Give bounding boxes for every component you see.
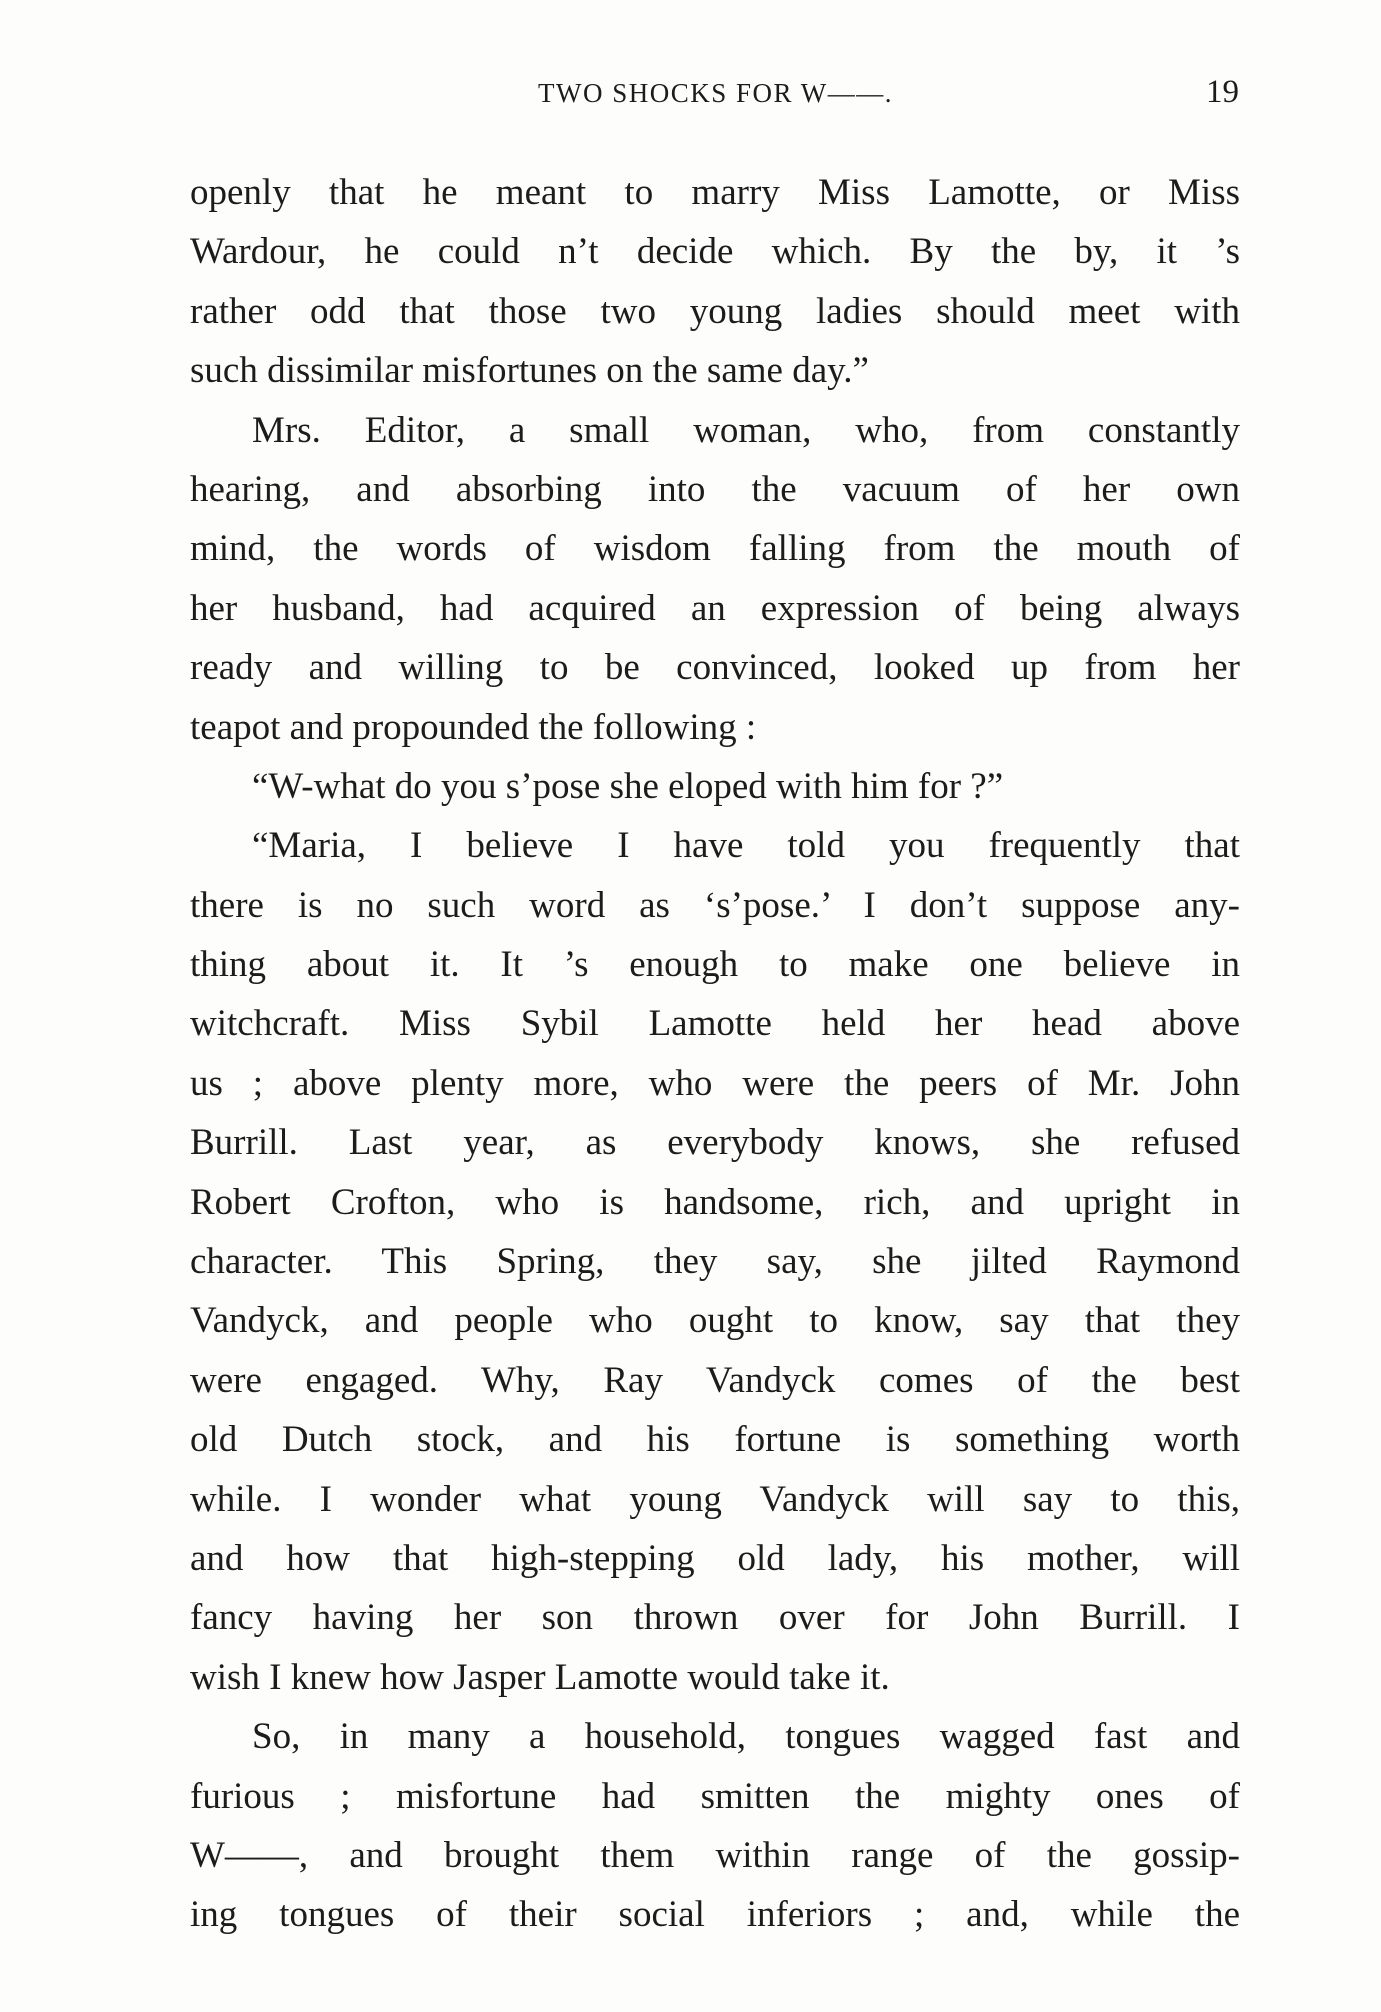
text-line: hearing, and absorbing into the vacuum of her own — [190, 468, 1240, 510]
running-head — [190, 74, 1241, 118]
text-line: old Dutch stock, and his fortune is something worth — [190, 1419, 1240, 1461]
text-line: witchcraft. Miss Sybil Lamotte held her head above — [190, 1003, 1240, 1045]
body-text — [190, 163, 1240, 1945]
text-line: fancy having her son thrown over for John Burrill. I — [190, 1597, 1240, 1639]
page-number: 19 — [1206, 74, 1239, 110]
text-line: and how that high-stepping old lady, his mother, will — [190, 1537, 1240, 1579]
text-line: thing about it. It ’s enough to make one believe in — [190, 944, 1240, 986]
text-line: Mrs. Editor, a small woman, who, from constantly — [252, 409, 1240, 451]
text-line: “Maria, I believe I have told you frequently that — [252, 825, 1240, 867]
text-line: wish I knew how Jasper Lamotte would take it. — [190, 1656, 890, 1698]
text-line: furious ; misfortune had smitten the mighty ones of — [190, 1775, 1240, 1817]
text-line: Burrill. Last year, as everybody knows, she refused — [190, 1122, 1240, 1164]
text-line: Vandyck, and people who ought to know, say that they — [190, 1300, 1240, 1342]
text-line: ing tongues of their social inferiors ; and, while the — [190, 1894, 1240, 1936]
text-line: rather odd that those two young ladies should meet with — [190, 290, 1240, 332]
text-line: “W-what do you s’pose she eloped with him for ?” — [252, 765, 1004, 807]
running-title: TWO SHOCKS FOR W——. — [537, 78, 894, 108]
text-line: us ; above plenty more, who were the peers of Mr. John — [190, 1062, 1240, 1104]
text-line: were engaged. Why, Ray Vandyck comes of the best — [190, 1359, 1240, 1401]
text-line: there is no such word as ‘s’pose.’ I don’t suppose any- — [190, 884, 1240, 926]
text-line: mind, the words of wisdom falling from the mouth of — [190, 528, 1240, 570]
text-line: ready and willing to be convinced, looked up from her — [190, 647, 1240, 689]
text-line: openly that he meant to marry Miss Lamotte, or Miss — [190, 172, 1240, 213]
text-line: such dissimilar misfortunes on the same day.” — [190, 350, 869, 392]
text-line: W——, and brought them within range of the gossip- — [190, 1834, 1240, 1876]
text-line: So, in many a household, tongues wagged fast and — [252, 1716, 1240, 1758]
text-line: Robert Crofton, who is handsome, rich, and upright in — [190, 1181, 1240, 1223]
text-line: character. This Spring, they say, she jilted Raymond — [190, 1241, 1240, 1283]
text-line: while. I wonder what young Vandyck will say to this, — [190, 1478, 1240, 1520]
text-line: her husband, had acquired an expression of being always — [190, 587, 1240, 629]
text-line: teapot and propounded the following : — [190, 706, 757, 748]
text-line: Wardour, he could n’t decide which. By the by, it ’s — [190, 231, 1240, 273]
